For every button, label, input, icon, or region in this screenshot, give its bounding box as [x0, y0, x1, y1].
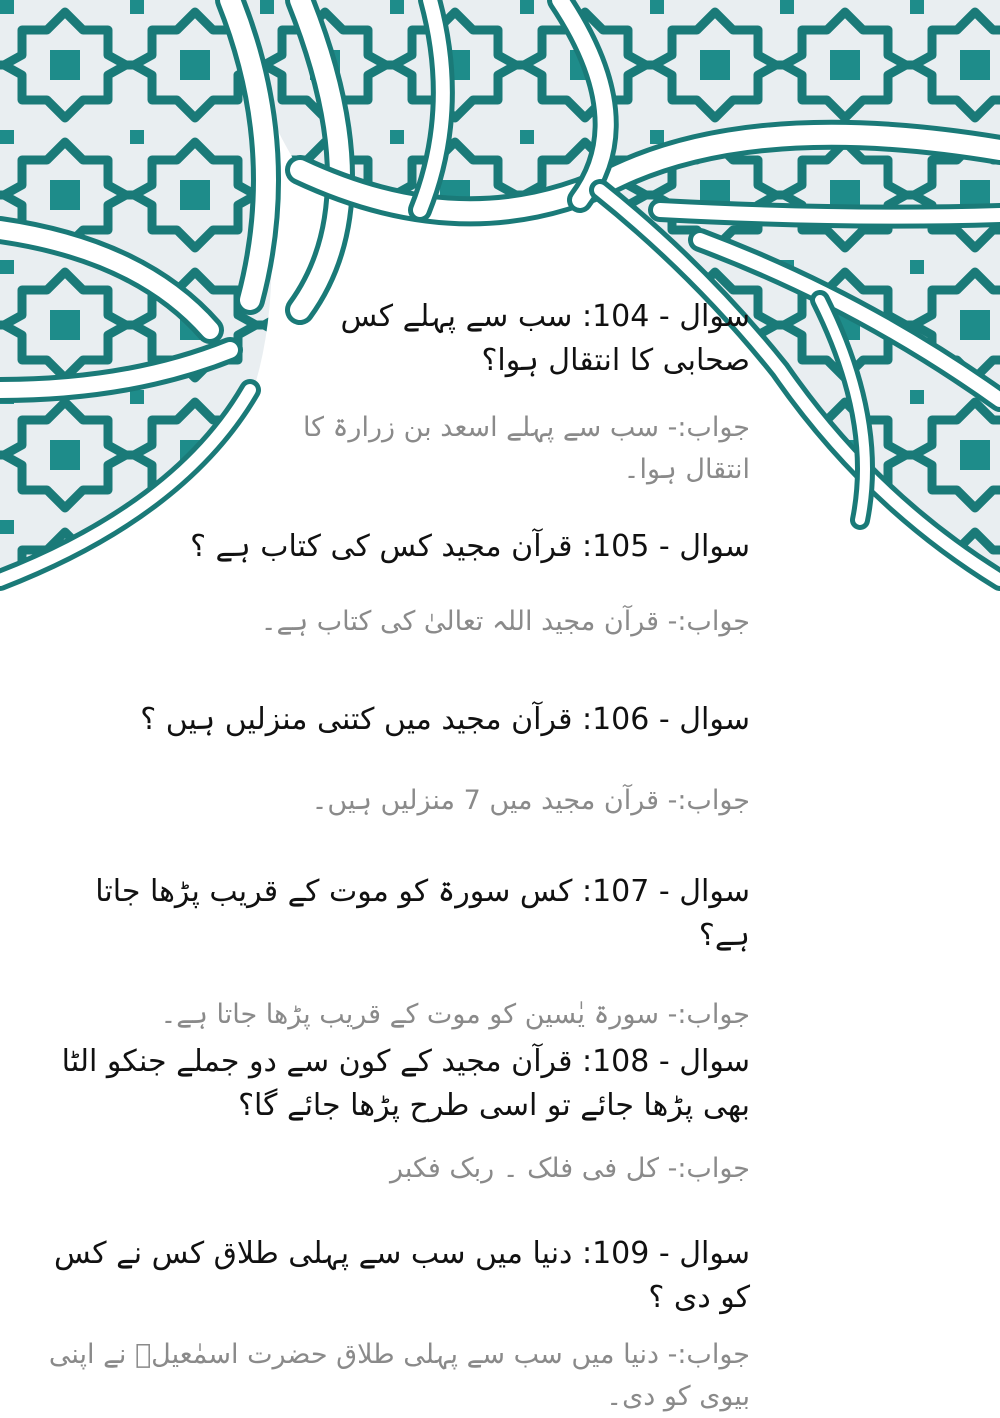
answer-106: جواب:- قرآن مجید میں 7 منزلیں ہیں۔: [311, 785, 750, 816]
question-105: سوال - 105: قرآن مجید کس کی کتاب ہے ؟: [190, 529, 750, 564]
question-106: سوال - 106: قرآن مجید میں کتنی منزلیں ہیں ؟: [140, 702, 750, 737]
answer-108: جواب:- کل فی فلک ۔ ربک فکبر: [389, 1153, 750, 1184]
question-108: سوال - 108: قرآن مجید کے کون سے دو جملے جنکو الٹا بھی پڑھا جائے تو اسی طرح پڑھا جائے گا؟: [61, 1044, 750, 1123]
answer-107: جواب:- سورۃ یٰسین کو موت کے قریب پڑھا جاتا ہے۔: [160, 999, 750, 1030]
qa-107: [60, 870, 750, 1036]
question-104: سوال - 104: سب سے پہلے کس صحابی کا انتقال ہوا؟: [340, 299, 750, 378]
qa-104: [250, 295, 750, 491]
question-107: سوال - 107: کس سورۃ کو موت کے قریب پڑھا جاتا ہے؟: [95, 874, 750, 953]
answer-109: جواب:- دنیا میں سب سے پہلی طلاق حضرت اسمٰعیلؑ نے اپنی بیوی کو دی۔: [48, 1339, 750, 1412]
pattern-left-region: [0, 0, 272, 580]
qa-106: [60, 698, 750, 822]
answer-104: جواب:- سب سے پہلے اسعد بن زرارۃ کا انتقال ہوا۔: [302, 412, 750, 485]
answer-105: جواب:- قرآن مجید اللہ تعالیٰ کی کتاب ہے۔: [260, 606, 750, 637]
qa-105: [60, 525, 750, 643]
question-109: سوال - 109: دنیا میں سب سے پہلی طلاق کس نے کس کو دی ؟: [54, 1236, 750, 1315]
qa-109: [40, 1232, 750, 1418]
qa-108: [40, 1040, 750, 1190]
